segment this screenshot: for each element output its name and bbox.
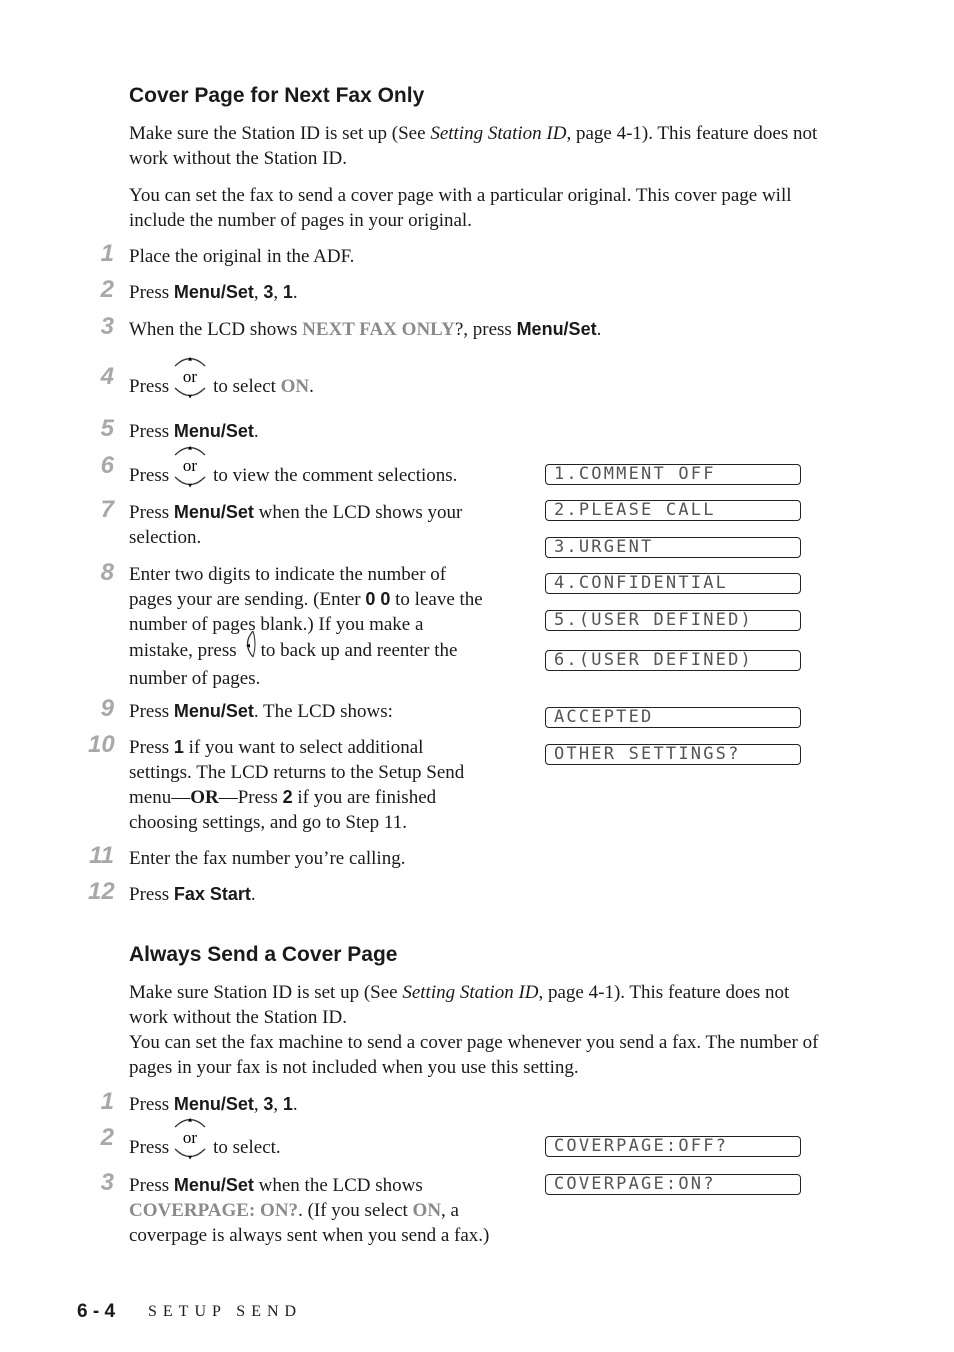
lcd-screen-user-defined-6: 6.(USER DEFINED)	[545, 650, 801, 671]
step-text: Press Menu/Set, 3, 1.	[129, 1094, 298, 1115]
step-text: Press Menu/Set, 3, 1.	[129, 282, 298, 303]
page-number: 6 - 4	[77, 1301, 116, 1322]
always-cover-intro: You can set the fax machine to send a cover page whenever you send a fax. The number of pages in your fax is not included when you use this setting.	[129, 1032, 819, 1078]
step-number: 9	[100, 695, 114, 722]
svg-text:▲: ▲	[188, 445, 193, 451]
svg-text:▲: ▲	[188, 356, 193, 362]
step-text: Press Menu/Set. The LCD shows:	[129, 701, 393, 722]
up-down-or-icon	[173, 442, 207, 497]
lcd-screen-urgent: 3.URGENT	[545, 537, 801, 558]
cover-page-intro: You can set the fax to send a cover page with a particular original. This cover page will include the number of pages in your original.	[129, 185, 792, 231]
lcd-screen-user-defined-5: 5.(USER DEFINED)	[545, 610, 801, 631]
step-number: 1	[100, 1088, 114, 1115]
station-id-note: Make sure the Station ID is set up (See Setting Station ID, page 4-1). This feature does not work without the Station ID.	[129, 123, 818, 169]
key-fax-start: Fax Start	[173, 884, 251, 904]
lcd-reference: ON	[412, 1200, 442, 1221]
step-number: 3	[100, 313, 114, 340]
key-menu-set: Menu/Set	[173, 282, 254, 302]
up-down-or-icon	[173, 353, 207, 408]
step-number: 6	[100, 452, 114, 479]
step-number: 2	[100, 276, 114, 303]
step-text: Press Menu/Set when the LCD shows your selection.	[129, 502, 463, 548]
key-1: 1	[282, 282, 293, 302]
key-menu-set: Menu/Set	[173, 701, 254, 721]
step-text: Press Menu/Set when the LCD shows COVERPAGE: ON?. (If you select ON, a coverpage is always sent when you send a fax.)	[129, 1175, 490, 1246]
svg-text:▼: ▼	[188, 394, 193, 400]
step-text: Enter the fax number you’re calling.	[129, 848, 406, 869]
back-arrow-icon	[240, 629, 258, 666]
step-number: 11	[89, 842, 114, 869]
station-id-reference: Setting Station ID	[430, 123, 567, 144]
key-0-0: 0 0	[365, 589, 391, 609]
key-menu-set: Menu/Set	[173, 1094, 254, 1114]
svg-text:◀: ◀	[245, 643, 250, 649]
step-number: 1	[100, 240, 114, 267]
step-text: Press Fax Start.	[129, 884, 256, 905]
step-number: 8	[100, 559, 114, 586]
lcd-screen-other-settings: OTHER SETTINGS?	[545, 744, 801, 765]
svg-text:▼: ▼	[188, 1155, 193, 1161]
step-number: 5	[100, 415, 114, 442]
station-id-reference: Setting Station ID	[402, 982, 539, 1003]
key-menu-set: Menu/Set	[173, 502, 254, 522]
key-menu-set: Menu/Set	[516, 319, 597, 339]
section-title-always-send: Always Send a Cover Page	[129, 943, 398, 966]
lcd-screen-accepted: ACCEPTED	[545, 707, 801, 728]
lcd-reference: ON	[280, 375, 310, 397]
key-2: 2	[282, 787, 293, 807]
step-text: Press ▲ ▼ or to view the comment selections.	[129, 456, 457, 497]
svg-text:or: or	[183, 1128, 198, 1147]
step-text: Press 1 if you want to select additional settings. The LCD returns to the Setup Send menu—OR—Press 2 if you are finished choosing settings, and go to Step 11.	[129, 737, 465, 833]
section-title-next-fax: Cover Page for Next Fax Only	[129, 84, 425, 107]
step-number: 3	[100, 1169, 114, 1196]
key-menu-set: Menu/Set	[173, 1175, 254, 1195]
or-emphasis: OR	[190, 787, 219, 808]
up-down-or-icon	[173, 1114, 207, 1169]
step-number: 10	[88, 731, 115, 758]
step-number: 12	[88, 878, 115, 905]
svg-text:or: or	[183, 456, 198, 475]
key-menu-set: Menu/Set	[173, 421, 254, 441]
station-id-note: Make sure Station ID is set up (See Setting Station ID, page 4-1). This feature does not work without the Station ID.	[129, 982, 790, 1028]
step-text: Enter two digits to indicate the number of pages your are sending. (Enter 0 0 to leave the number of pages blank.) If you make a mistake, press ◀ to back up and reenter the number of pages.	[129, 564, 483, 689]
lcd-screen-coverpage-off: COVERPAGE:OFF?	[545, 1136, 801, 1157]
key-3: 3	[263, 1094, 274, 1114]
lcd-screen-coverpage-on: COVERPAGE:ON?	[545, 1174, 801, 1195]
step-text: Place the original in the ADF.	[129, 246, 355, 267]
key-1: 1	[282, 1094, 293, 1114]
step-text: Press ▲ ▼ or to select.	[129, 1128, 281, 1169]
lcd-screen-please-call: 2.PLEASE CALL	[545, 500, 801, 521]
svg-text:or: or	[183, 367, 198, 386]
step-number: 7	[100, 496, 114, 523]
step-text: Press Menu/Set.	[129, 421, 259, 442]
step-number: 2	[100, 1124, 114, 1151]
key-3: 3	[263, 282, 274, 302]
key-1: 1	[173, 737, 184, 757]
chapter-title: SETUP SEND	[148, 1303, 303, 1320]
lcd-screen-confidential: 4.CONFIDENTIAL	[545, 573, 801, 594]
step-text: Press ▲ ▼ or to select ON.	[129, 367, 314, 408]
lcd-screen-comment-off: 1.COMMENT OFF	[545, 464, 801, 485]
step-text: When the LCD shows NEXT FAX ONLY?, press Menu/Set.	[129, 319, 602, 340]
lcd-reference: COVERPAGE: ON?	[129, 1200, 299, 1221]
svg-text:▲: ▲	[188, 1117, 193, 1123]
svg-text:▼: ▼	[188, 483, 193, 489]
lcd-reference: NEXT FAX ONLY	[302, 319, 455, 340]
step-number: 4	[100, 363, 114, 390]
